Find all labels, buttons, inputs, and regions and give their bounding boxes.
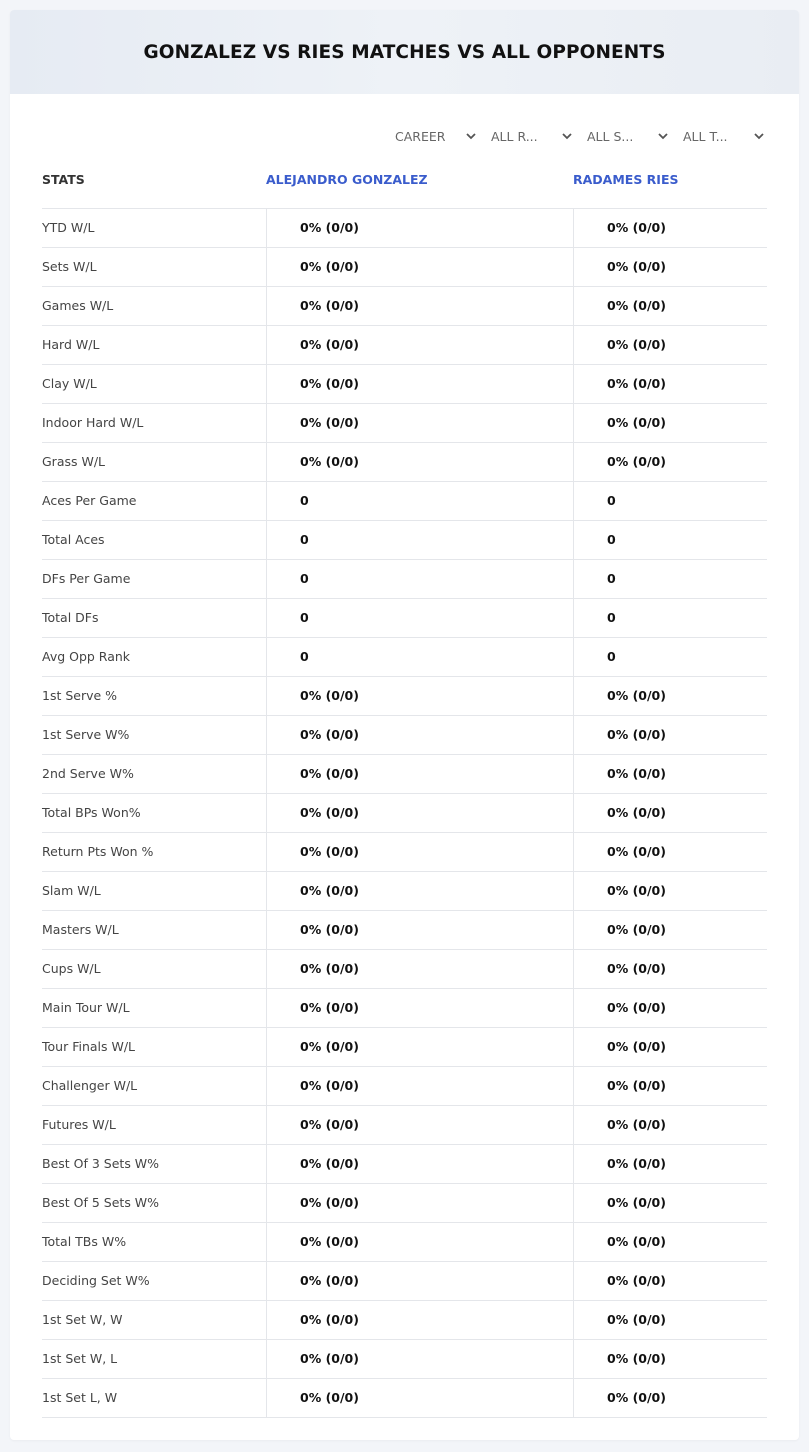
player2-value: 0% (0/0) xyxy=(573,248,767,286)
table-row xyxy=(42,677,767,716)
player1-value: 0% (0/0) xyxy=(266,287,573,325)
table-row xyxy=(42,1301,767,1340)
player2-value: 0% (0/0) xyxy=(573,326,767,364)
stat-label: Hard W/L xyxy=(42,337,100,352)
player1-value: 0% (0/0) xyxy=(266,1379,573,1417)
stat-label: 1st Serve W% xyxy=(42,727,130,742)
player2-value: 0% (0/0) xyxy=(573,1067,767,1105)
player1-value: 0% (0/0) xyxy=(266,1106,573,1144)
stat-label: Slam W/L xyxy=(42,883,101,898)
player2-value: 0% (0/0) xyxy=(573,1223,767,1261)
player2-value: 0% (0/0) xyxy=(573,755,767,793)
table-row xyxy=(42,560,767,599)
player1-value: 0% (0/0) xyxy=(266,677,573,715)
player2-value: 0% (0/0) xyxy=(573,443,767,481)
table-row xyxy=(42,794,767,833)
player2-value: 0% (0/0) xyxy=(573,1301,767,1339)
table-row xyxy=(42,209,767,248)
stat-label: Tour Finals W/L xyxy=(42,1039,136,1054)
player1-value: 0% (0/0) xyxy=(266,1301,573,1339)
stat-label: Best Of 3 Sets W% xyxy=(42,1156,160,1171)
stat-label: 1st Serve % xyxy=(42,688,118,703)
player1-value: 0% (0/0) xyxy=(266,1145,573,1183)
stat-label: Total TBs W% xyxy=(42,1234,127,1249)
chevron-down-icon xyxy=(561,130,573,142)
player2-value: 0% (0/0) xyxy=(573,716,767,754)
table-row xyxy=(42,404,767,443)
chevron-down-icon xyxy=(465,130,477,142)
stat-label: 2nd Serve W% xyxy=(42,766,134,781)
stat-label: Total BPs Won% xyxy=(42,805,141,820)
round-select[interactable] xyxy=(491,124,573,148)
player2-value: 0% (0/0) xyxy=(573,872,767,910)
table-row xyxy=(42,599,767,638)
player2-value: 0% (0/0) xyxy=(573,1340,767,1378)
table-row xyxy=(42,911,767,950)
table-row xyxy=(42,1184,767,1223)
player2-value: 0 xyxy=(573,638,767,676)
player1-value: 0% (0/0) xyxy=(266,365,573,403)
surface-select-value: ALL S... xyxy=(587,128,634,144)
player1-value: 0% (0/0) xyxy=(266,1028,573,1066)
player1-value: 0% (0/0) xyxy=(266,209,573,247)
player2-value: 0% (0/0) xyxy=(573,677,767,715)
stat-label: Masters W/L xyxy=(42,922,119,937)
player2-value: 0% (0/0) xyxy=(573,1262,767,1300)
player2-value: 0% (0/0) xyxy=(573,287,767,325)
period-select[interactable] xyxy=(395,124,477,148)
table-row xyxy=(42,833,767,872)
table-row xyxy=(42,989,767,1028)
stat-label: Cups W/L xyxy=(42,961,101,976)
table-row xyxy=(42,755,767,794)
player1-value: 0% (0/0) xyxy=(266,248,573,286)
stat-label: 1st Set L, W xyxy=(42,1390,118,1405)
player1-value: 0% (0/0) xyxy=(266,443,573,481)
stat-label: Futures W/L xyxy=(42,1117,116,1132)
tournament-select-value: ALL T... xyxy=(683,128,728,144)
table-row xyxy=(42,1028,767,1067)
player2-value: 0% (0/0) xyxy=(573,1145,767,1183)
table-row xyxy=(42,326,767,365)
table-row xyxy=(42,1223,767,1262)
stats-column-header: STATS xyxy=(42,172,85,187)
table-row xyxy=(42,365,767,404)
player2-value: 0% (0/0) xyxy=(573,365,767,403)
player1-value: 0 xyxy=(266,638,573,676)
table-header xyxy=(42,168,767,209)
player1-value: 0% (0/0) xyxy=(266,404,573,442)
filter-bar xyxy=(395,124,765,148)
player1-value: 0 xyxy=(266,599,573,637)
player2-value: 0 xyxy=(573,599,767,637)
table-row xyxy=(42,1340,767,1379)
card-header xyxy=(10,10,799,94)
player2-value: 0% (0/0) xyxy=(573,1184,767,1222)
stat-label: Total Aces xyxy=(42,532,105,547)
player2-value: 0% (0/0) xyxy=(573,1106,767,1144)
table-row xyxy=(42,872,767,911)
stat-label: Best Of 5 Sets W% xyxy=(42,1195,160,1210)
table-row xyxy=(42,1106,767,1145)
table-row xyxy=(42,638,767,677)
period-select-value: CAREER xyxy=(395,128,446,144)
player2-value: 0 xyxy=(573,560,767,598)
player2-value: 0 xyxy=(573,482,767,520)
stats-table xyxy=(42,168,767,1418)
player1-value: 0% (0/0) xyxy=(266,872,573,910)
player2-value: 0% (0/0) xyxy=(573,833,767,871)
player2-link[interactable]: RADAMES RIES xyxy=(573,172,679,187)
player1-value: 0 xyxy=(266,521,573,559)
player2-value: 0% (0/0) xyxy=(573,794,767,832)
player1-value: 0% (0/0) xyxy=(266,911,573,949)
table-row xyxy=(42,287,767,326)
stat-label: Clay W/L xyxy=(42,376,97,391)
player2-value: 0% (0/0) xyxy=(573,209,767,247)
chevron-down-icon xyxy=(657,130,669,142)
table-row xyxy=(42,1067,767,1106)
stat-label: Deciding Set W% xyxy=(42,1273,150,1288)
player1-value: 0% (0/0) xyxy=(266,950,573,988)
stat-label: YTD W/L xyxy=(42,220,95,235)
player2-value: 0 xyxy=(573,521,767,559)
stat-label: Challenger W/L xyxy=(42,1078,138,1093)
table-row xyxy=(42,1262,767,1301)
chevron-down-icon xyxy=(753,130,765,142)
player1-value: 0% (0/0) xyxy=(266,1223,573,1261)
player2-value: 0% (0/0) xyxy=(573,404,767,442)
player1-value: 0% (0/0) xyxy=(266,1340,573,1378)
table-row xyxy=(42,1145,767,1184)
stat-label: Sets W/L xyxy=(42,259,97,274)
tournament-select[interactable] xyxy=(683,124,765,148)
table-row xyxy=(42,1379,767,1418)
stat-label: Main Tour W/L xyxy=(42,1000,130,1015)
player2-value: 0% (0/0) xyxy=(573,1379,767,1417)
player1-value: 0% (0/0) xyxy=(266,716,573,754)
table-row xyxy=(42,248,767,287)
player1-value: 0% (0/0) xyxy=(266,755,573,793)
stat-label: Indoor Hard W/L xyxy=(42,415,144,430)
player1-value: 0 xyxy=(266,482,573,520)
table-row xyxy=(42,716,767,755)
table-row xyxy=(42,482,767,521)
stat-label: Total DFs xyxy=(42,610,99,625)
stat-label: 1st Set W, L xyxy=(42,1351,118,1366)
player1-value: 0% (0/0) xyxy=(266,833,573,871)
player1-value: 0% (0/0) xyxy=(266,326,573,364)
player1-value: 0 xyxy=(266,560,573,598)
surface-select[interactable] xyxy=(587,124,669,148)
stat-label: Avg Opp Rank xyxy=(42,649,131,664)
player1-value: 0% (0/0) xyxy=(266,1262,573,1300)
player1-link[interactable]: ALEJANDRO GONZALEZ xyxy=(266,172,428,187)
player1-value: 0% (0/0) xyxy=(266,989,573,1027)
player1-value: 0% (0/0) xyxy=(266,1067,573,1105)
player2-value: 0% (0/0) xyxy=(573,989,767,1027)
stat-label: 1st Set W, W xyxy=(42,1312,123,1327)
stat-label: Grass W/L xyxy=(42,454,106,469)
stat-label: Return Pts Won % xyxy=(42,844,154,859)
player1-value: 0% (0/0) xyxy=(266,794,573,832)
stat-label: Aces Per Game xyxy=(42,493,137,508)
table-body xyxy=(42,209,767,1418)
player1-value: 0% (0/0) xyxy=(266,1184,573,1222)
round-select-value: ALL R... xyxy=(491,128,538,144)
stats-card xyxy=(10,10,799,1440)
stat-label: DFs Per Game xyxy=(42,571,131,586)
stat-label: Games W/L xyxy=(42,298,114,313)
player2-value: 0% (0/0) xyxy=(573,911,767,949)
table-row xyxy=(42,443,767,482)
table-row xyxy=(42,950,767,989)
page-title: GONZALEZ VS RIES MATCHES VS ALL OPPONENTS xyxy=(143,41,666,63)
player2-value: 0% (0/0) xyxy=(573,950,767,988)
player2-value: 0% (0/0) xyxy=(573,1028,767,1066)
table-row xyxy=(42,521,767,560)
